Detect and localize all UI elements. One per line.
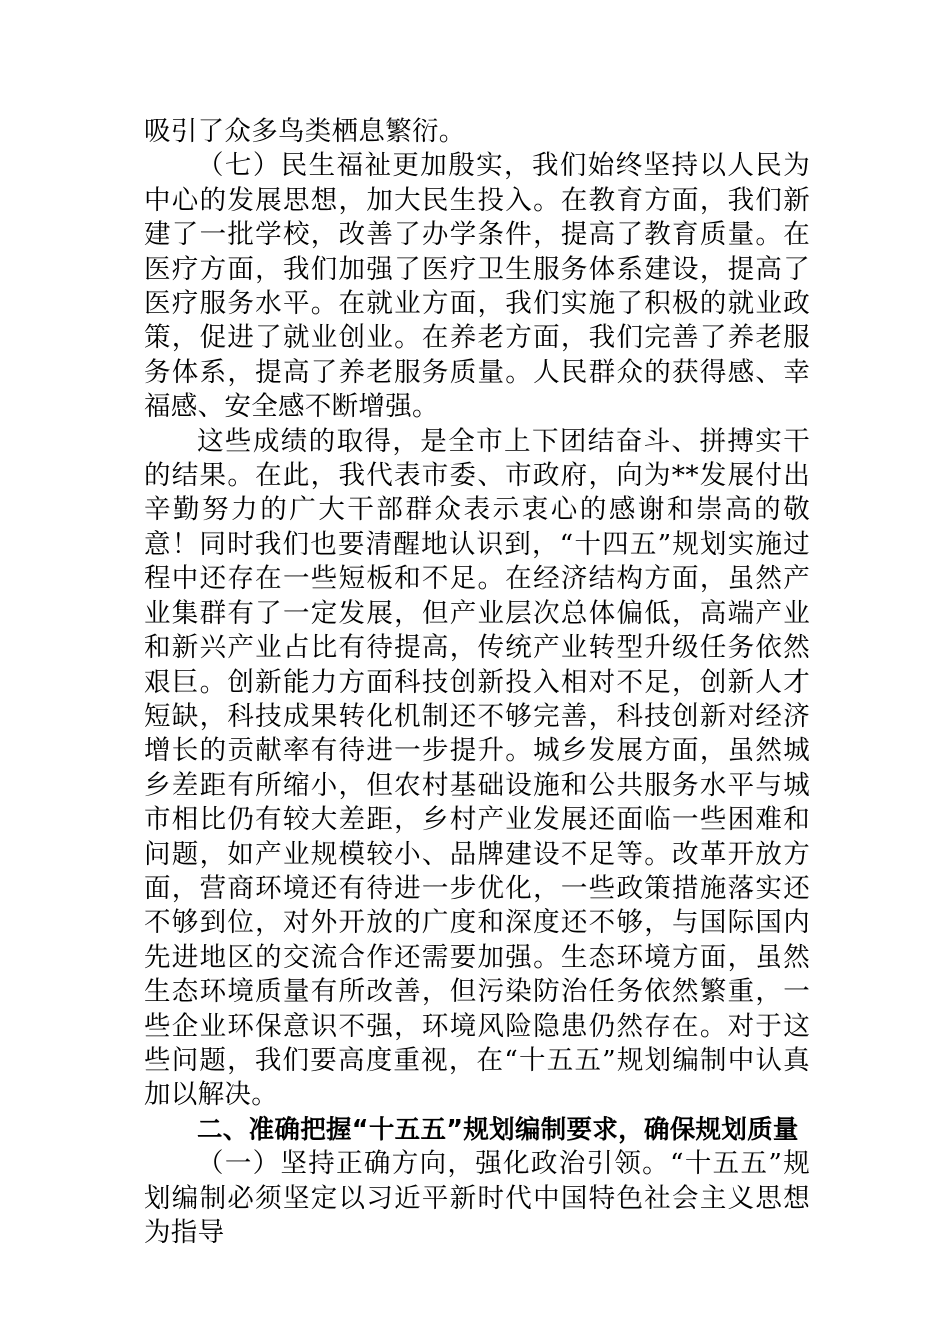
paragraph-achievements-shortcomings: 这些成绩的取得，是全市上下团结奋斗、拼搏实干的结果。在此，我代表市委、市政府，向为**发展付出辛勤努力的广大干部群众表示衷心的感谢和崇高的敬意！同时我们也要清醒地认识到，“十四五”规划实施过程中还存在一些短板和不足。在经济结构方面，虽然产业集群有了一定发展，但产业层次总体偏低，高端产业和新兴产业占比有待提高，传统产业转型升级任务依然艰巨。创新能力方面科技创新投入相对不足，创新人才短缺，科技成果转化机制还不够完善，科技创新对经济增长的贡献率有待进一步提升。城乡发展方面，虽然城乡差距有所缩小，但农村基础设施和公共服务水平与城市相比仍有较大差距，乡村产业发展还面临一些困难和问题，如产业规模较小、品牌建设不足等。改革开放方面，营商环境还有待进一步优化，一些政策措施落实还不够到位，对外开放的广度和深度还不够，与国际国内先进地区的交流合作还需要加强。生态环境方面，虽然生态环境质量有所改善，但污染防治任务依然繁重，一些企业环保意识不强，环境风险隐患仍然存在。对于这些问题，我们要高度重视，在“十五五”规划编制中认真加以解决。 xyxy=(144,425,810,1111)
paragraph-continuation: 吸引了众多鸟类栖息繁衍。 xyxy=(144,116,466,147)
section-heading: 二、准确把握“十五五”规划编制要求，确保规划质量 xyxy=(197,1114,799,1145)
paragraph-livelihood: （七）民生福祉更加殷实，我们始终坚持以人民为中心的发展思想，加大民生投入。在教育方面，我们新建了一批学校，改善了办学条件，提高了教育质量。在医疗方面，我们加强了医疗卫生服务体系建设，提高了医疗服务水平。在就业方面，我们实施了积极的就业政策，促进了就业创业。在养老方面，我们完善了养老服务体系，提高了养老服务质量。人民群众的获得感、幸福感、安全感不断增强。 xyxy=(144,150,810,423)
paragraph-political-direction: （一）坚持正确方向，强化政治引领。“十五五”规划编制必须坚定以习近平新时代中国特色社会主义思想为指导 xyxy=(144,1148,810,1248)
document-body xyxy=(144,115,810,1250)
